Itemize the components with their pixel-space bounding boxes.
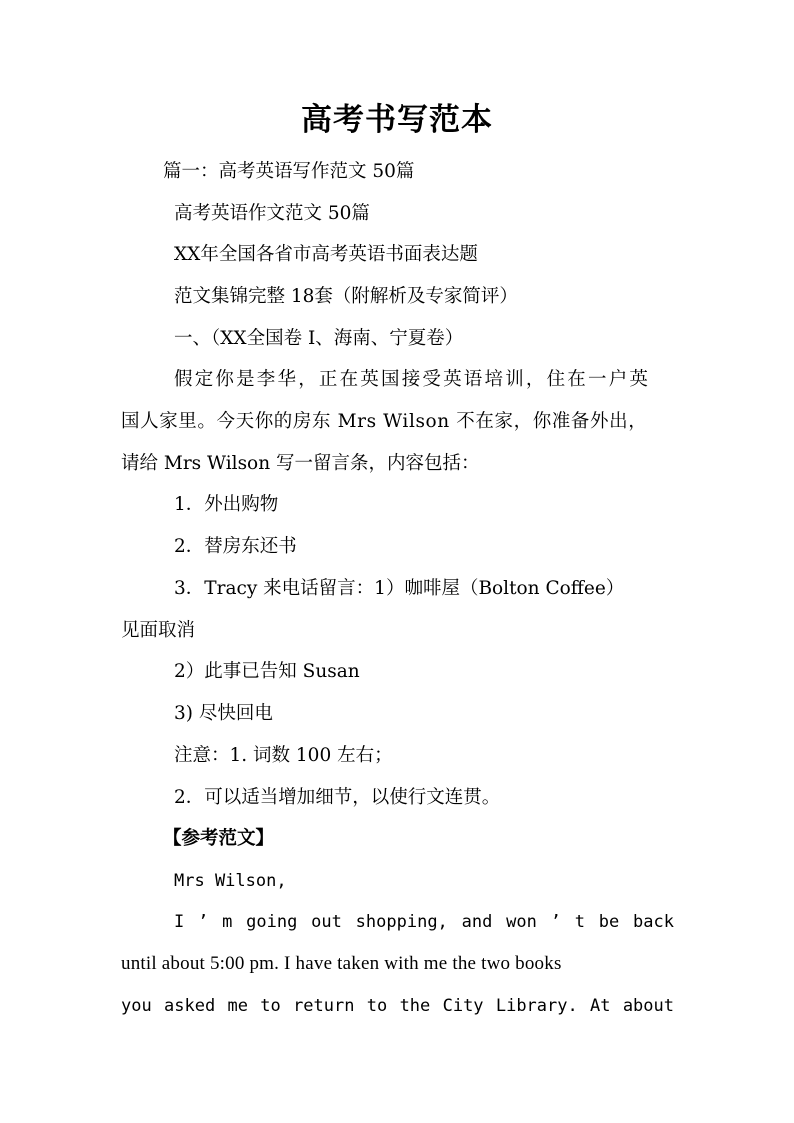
essay-line: you asked me to return to the City Library. At about	[121, 996, 674, 1016]
list-item: 3．Tracy 来电话留言：1）咖啡屋（Bolton Coffee）	[174, 578, 625, 599]
list-item: 2）此事已告知 Susan	[174, 661, 360, 682]
essay-salutation: Mrs Wilson,	[174, 871, 287, 891]
subheading: 范文集锦完整 18套（附解析及专家简评）	[174, 286, 518, 307]
section-heading: 篇一：高考英语写作范文 50篇	[163, 161, 415, 182]
note-line: 2．可以适当增加细节，以使行文连贯。	[174, 787, 501, 808]
essay-line: until about 5:00 pm. I have taken with me the two books	[121, 953, 562, 974]
note-line: 注意：1. 词数 100 左右；	[174, 745, 393, 766]
subheading: 高考英语作文范文 50篇	[174, 203, 370, 224]
list-item: 1．外出购物	[174, 494, 279, 515]
exam-heading: 一、（XX全国卷 I、海南、宁夏卷）	[174, 328, 464, 349]
list-item: 2．替房东还书	[174, 536, 297, 557]
prompt-paragraph-line: 国人家里。今天你的房东 Mrs Wilson 不在家，你准备外出，	[121, 411, 648, 432]
subheading: XX年全国各省市高考英语书面表达题	[174, 244, 478, 265]
essay-line: I ’ m going out shopping, and won ’ t be back	[174, 912, 674, 932]
document-title: 高考书写范本	[301, 102, 493, 138]
prompt-paragraph-line: 假定你是李华，正在英国接受英语培训，住在一户英	[174, 369, 651, 390]
list-item: 3) 尽快回电	[174, 703, 273, 724]
reference-essay-heading: 【参考范文】	[163, 828, 275, 849]
list-item-continuation: 见面取消	[121, 620, 196, 641]
prompt-paragraph-line: 请给 Mrs Wilson 写一留言条，内容包括：	[121, 453, 480, 474]
